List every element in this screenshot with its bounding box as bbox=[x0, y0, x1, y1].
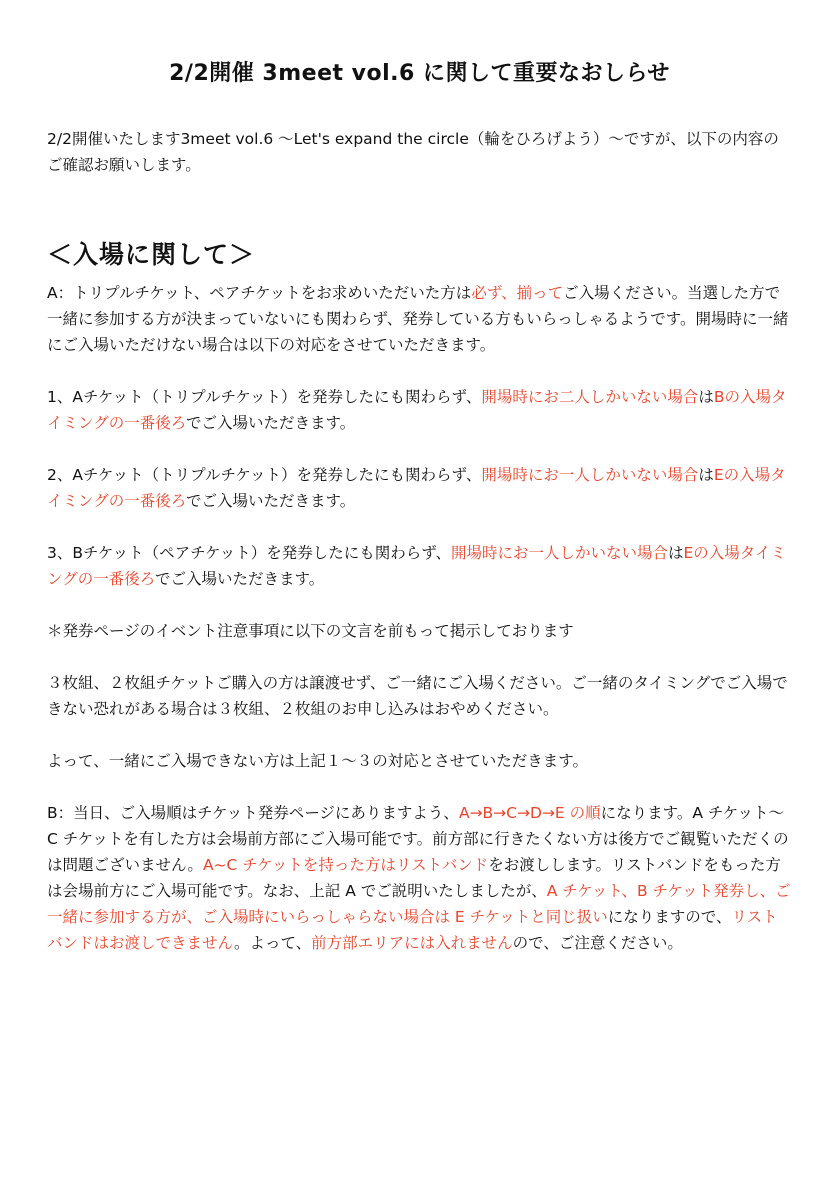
highlighted-text: Eの入場タイミングの一番後ろ bbox=[47, 466, 786, 510]
body-text: は bbox=[698, 466, 714, 484]
body-text: は bbox=[667, 544, 684, 562]
paragraph-rule-1 bbox=[47, 384, 792, 436]
body-text: になりますので、 bbox=[607, 908, 732, 926]
body-text: でご入場いただきます。 bbox=[155, 570, 325, 588]
body-text: よって、一緒にご入場できない方は上記１〜３の対応とさせていただきます。 bbox=[47, 752, 588, 770]
section-heading-entry: ＜入場に関して＞ bbox=[47, 240, 256, 269]
body-text: でご入場いただきます。 bbox=[186, 492, 356, 510]
paragraph-rule-3 bbox=[47, 540, 792, 592]
body-text: B：当日、ご入場順はチケット発券ページにありますよう、 bbox=[47, 804, 459, 822]
paragraph-rule-2 bbox=[47, 462, 792, 514]
intro-paragraph: 2/2開催いたします3meet vol.6 〜Let's expand the circle（輪をひろげよう）〜ですが、以下の内容のご確認お願いします。 bbox=[47, 130, 779, 174]
highlighted-text: A→B→C→D→E の順 bbox=[458, 804, 601, 822]
highlighted-text: リストバンドはお渡しできません bbox=[47, 908, 778, 952]
highlighted-text: 開場時にお一人しかいない場合 bbox=[450, 544, 668, 562]
highlighted-text: 前方部エリアには入れません bbox=[311, 934, 513, 952]
body-text: ＊発券ページのイベント注意事項に以下の文言を前もって掲示しております bbox=[47, 622, 574, 640]
paragraph-note bbox=[47, 618, 792, 644]
body-text: ３枚組、２枚組チケットご購入の方は譲渡せず、ご一緒にご入場ください。ご一緒のタイミングでご入場できない恐れがある場合は３枚組、２枚組のお申し込みはおやめください。 bbox=[47, 674, 788, 718]
highlighted-text: 開場時にお二人しかいない場合 bbox=[481, 388, 699, 406]
highlighted-text: 必ず、揃って bbox=[471, 284, 564, 302]
paragraph-a bbox=[47, 280, 792, 358]
body-text: は bbox=[698, 388, 714, 406]
body-text: 3、Bチケット（ペアチケット）を発券したにも関わらず、 bbox=[47, 544, 451, 562]
page-title: 2/2開催 3meet vol.6 に関して重要なおしらせ bbox=[169, 61, 670, 86]
body-text: ご入場ください。当選した方で一緒に参加する方が決まっていないにも関わらず、発券している方もいらっしゃるようです。開場時に一緒にご入場いただけない場合は以下の対応をさせていただきます。 bbox=[47, 284, 789, 354]
paragraph-b bbox=[47, 800, 792, 956]
body-text: でご入場いただきます。 bbox=[186, 414, 356, 432]
highlighted-text: Eの入場タイミングの一番後ろ bbox=[47, 544, 786, 588]
body-text: 2、Aチケット（トリプルチケット）を発券したにも関わらず、 bbox=[47, 466, 482, 484]
highlighted-text: Bの入場タイミングの一番後ろ bbox=[47, 388, 787, 432]
body-text: 1、Aチケット（トリプルチケット）を発券したにも関わらず、 bbox=[47, 388, 482, 406]
body-text: 。よって、 bbox=[233, 934, 312, 952]
body-text: になります。A チケット〜C チケットを有した方は会場前方部にご入場可能です。前方部に行きたくない方は後方でご観覧いただくのは問題ございません。 bbox=[47, 804, 789, 874]
body-text: をお渡しします。リストバンドをもった方は会場前方にご入場可能です。なお、上記 A でご説明いたしましたが、 bbox=[47, 856, 781, 900]
highlighted-text: A~C チケットを持った方はリストバンド bbox=[202, 856, 489, 874]
body-text: ので、ご注意ください。 bbox=[512, 934, 683, 952]
highlighted-text: 開場時にお一人しかいない場合 bbox=[481, 466, 699, 484]
body-text: A：トリプルチケット、ペアチケットをお求めいただいた方は bbox=[47, 284, 472, 302]
paragraph-conclusion bbox=[47, 748, 792, 774]
highlighted-text: A チケット、B チケット発券し、ご一緒に参加する方が、ご入場時にいらっしゃらない場合は E チケットと同じ扱い bbox=[47, 882, 791, 926]
paragraph-quote bbox=[47, 670, 792, 722]
